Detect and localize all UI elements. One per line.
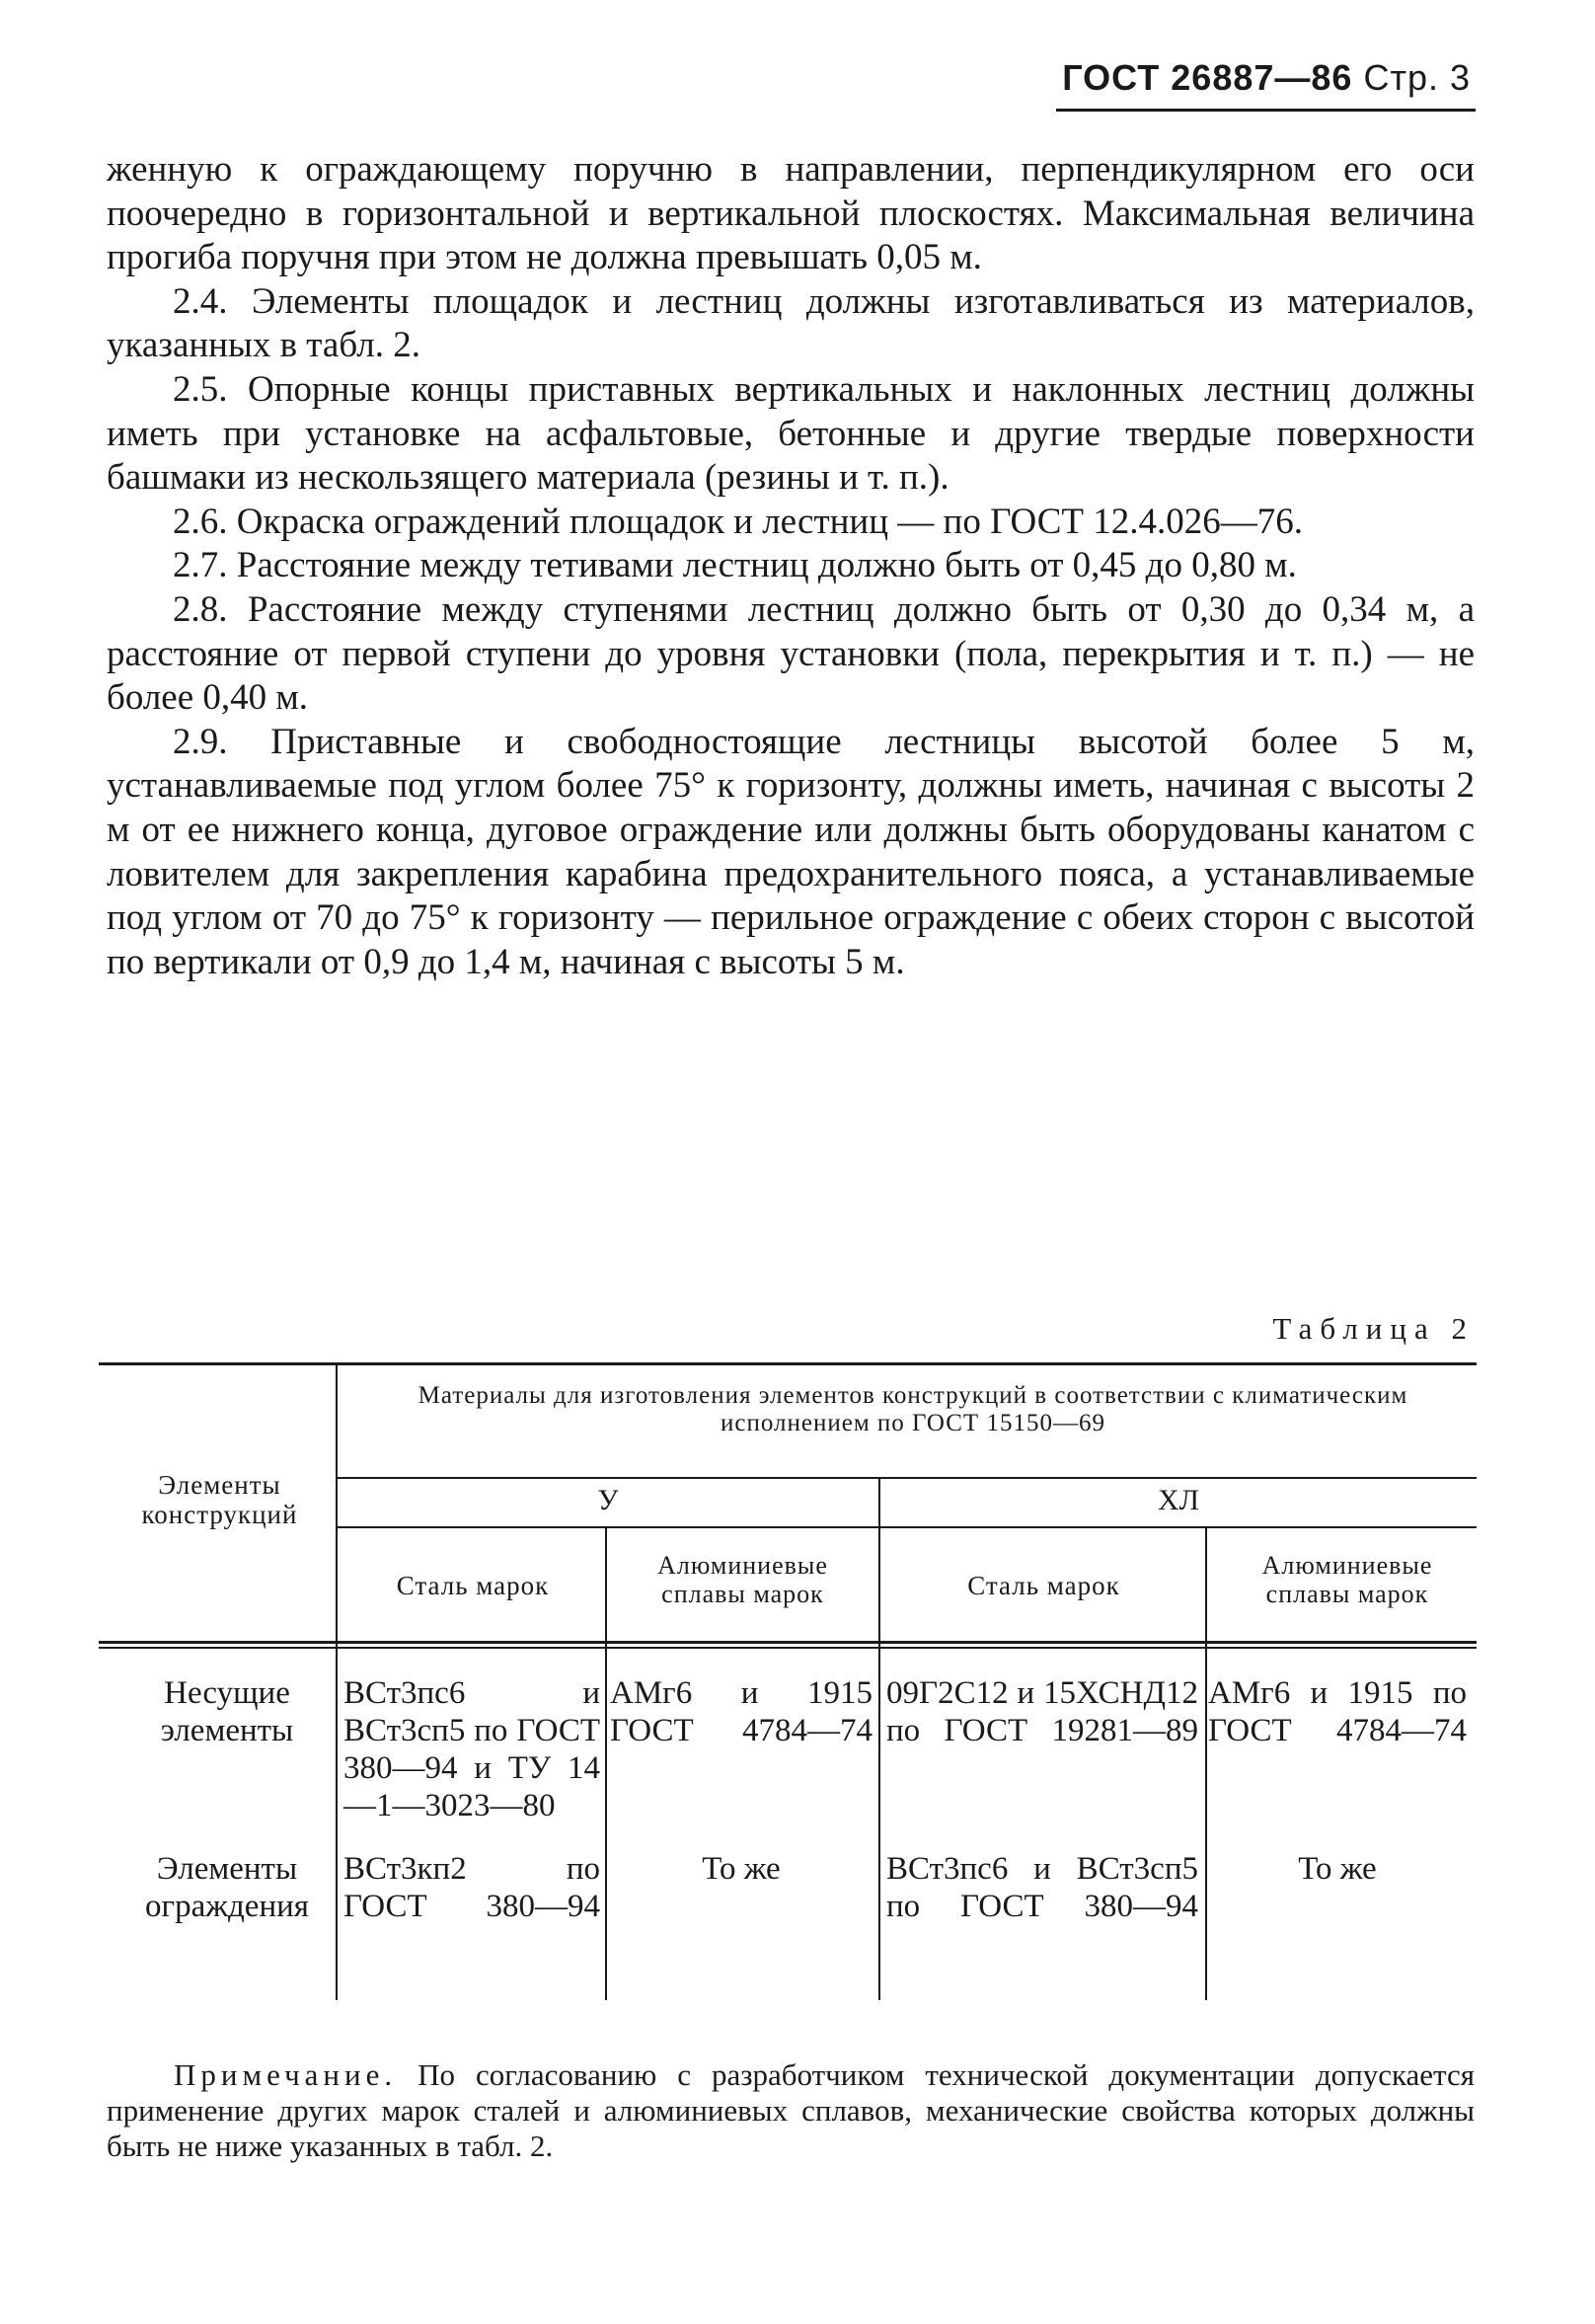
- col-header-elements: Элементы конструкций: [141, 1470, 298, 1529]
- paragraph: 2.6. Окраска ограждений площадок и лестниц — по ГОСТ 12.4.026—76.: [173, 501, 1303, 542]
- row2-u-alum: То же: [702, 1851, 781, 1887]
- table-header-bottom-rule: [99, 1647, 1477, 1649]
- paragraph: 2.5. Опорные концы приставных вертикальных и наклонных лестниц должны иметь при установке на асфальтовые, бетонные и другие твердые поверхности башмаки из нескользящего материала (резины и т. п.).: [107, 368, 1475, 499]
- col-header-materials: Материалы для изготовления элементов конструкций в соответствии с климатическим исполнением по ГОСТ 15150—69: [418, 1382, 1408, 1436]
- row1-hl-alum: АМг6 и 1915 по ГОСТ 4784—74: [1208, 1675, 1467, 1748]
- table-vrule: [878, 1477, 880, 2000]
- page-number: Стр. 3: [1363, 57, 1471, 98]
- body-text: [107, 148, 1475, 984]
- group-header-u: У: [597, 1484, 619, 1516]
- subheader-hl-alum: Алюминиевые сплавы марок: [1261, 1551, 1433, 1608]
- header-rule: [1056, 109, 1476, 112]
- table-top-rule: [99, 1362, 1477, 1365]
- paragraph: 2.7. Расстояние между тетивами лестниц должно быть от 0,45 до 0,80 м.: [173, 545, 1297, 586]
- paragraph: 2.8. Расстояние между ступенями лестниц должно быть от 0,30 до 0,34 м, а расстояние от первой ступени до уровня установки (пола, перекрытия и т. п.) — не более 0,40 м.: [107, 588, 1475, 719]
- row1-u-steel: ВСт3пс6 и ВСт3сп5 по ГОСТ 380—94 и ТУ 14—1—3023—80: [343, 1675, 600, 1823]
- group-header-hl: ХЛ: [1157, 1484, 1199, 1516]
- table-vrule: [336, 1362, 338, 2000]
- subheader-u-alum: Алюминиевые сплавы марок: [657, 1551, 828, 1608]
- row2-hl-steel: ВСт3пс6 и ВСт3сп5 по ГОСТ 380—94: [886, 1851, 1198, 1924]
- table-rule: [336, 1526, 1477, 1528]
- note-lead: Примечание.: [174, 2057, 398, 2092]
- row2-u-steel: ВСт3кп2 по ГОСТ 380—94: [343, 1851, 600, 1924]
- subheader-hl-steel: Сталь марок: [967, 1571, 1120, 1600]
- table-caption: Таблица 2: [1272, 1311, 1475, 1346]
- table-note: [107, 2057, 1475, 2164]
- row2-hl-alum: То же: [1298, 1851, 1377, 1887]
- row1-u-alum: АМг6 и 1915 ГОСТ 4784—74: [610, 1675, 873, 1748]
- subheader-u-steel: Сталь марок: [396, 1571, 550, 1600]
- table-vrule: [605, 1526, 607, 2000]
- doc-number: ГОСТ 26887—86: [1062, 57, 1353, 98]
- table-header-bottom-rule: [99, 1641, 1477, 1644]
- row1-hl-steel: 09Г2С12 и 15ХСНД12 по ГОСТ 19281—89: [886, 1675, 1198, 1748]
- row-element-label: Элементы ограждения: [145, 1851, 309, 1924]
- paragraph: 2.9. Приставные и свободностоящие лестницы высотой более 5 м, устанавливаемые под углом более 75° к горизонту, должны иметь, начиная с высоты 2 м от ее нижнего конца, дуговое ограждение или должны быть оборудованы канатом с ловителем для закрепления карабина предохранительного пояса, а устанавливаемые под углом от 70 до 75° к горизонту — перильное ограждение с обеих сторон с высотой по вертикали от 0,9 до 1,4 м, начиная с высоты 5 м.: [107, 721, 1475, 982]
- table-vrule: [1205, 1526, 1207, 2000]
- note-text: По согласованию с разработчиком технической документации допускается применение других марок сталей и алюминиевых сплавов, механические свойства которых должны быть не ниже указанных в табл. 2.: [107, 2057, 1476, 2163]
- table-rule: [336, 1477, 1477, 1479]
- row-element-label: Несущие элементы: [160, 1675, 294, 1748]
- paragraph: женную к ограждающему поручню в направлении, перпендикулярном его оси поочередно в горизонтальной и вертикальной плоскостях. Максимальная величина прогиба поручня при этом не должна превышать 0,05 м.: [107, 149, 1475, 278]
- paragraph: 2.4. Элементы площадок и лестниц должны изготавливаться из материалов, указанных в табл. 2.: [107, 280, 1475, 366]
- materials-table: [99, 1362, 1477, 2014]
- page-header: [1046, 57, 1471, 99]
